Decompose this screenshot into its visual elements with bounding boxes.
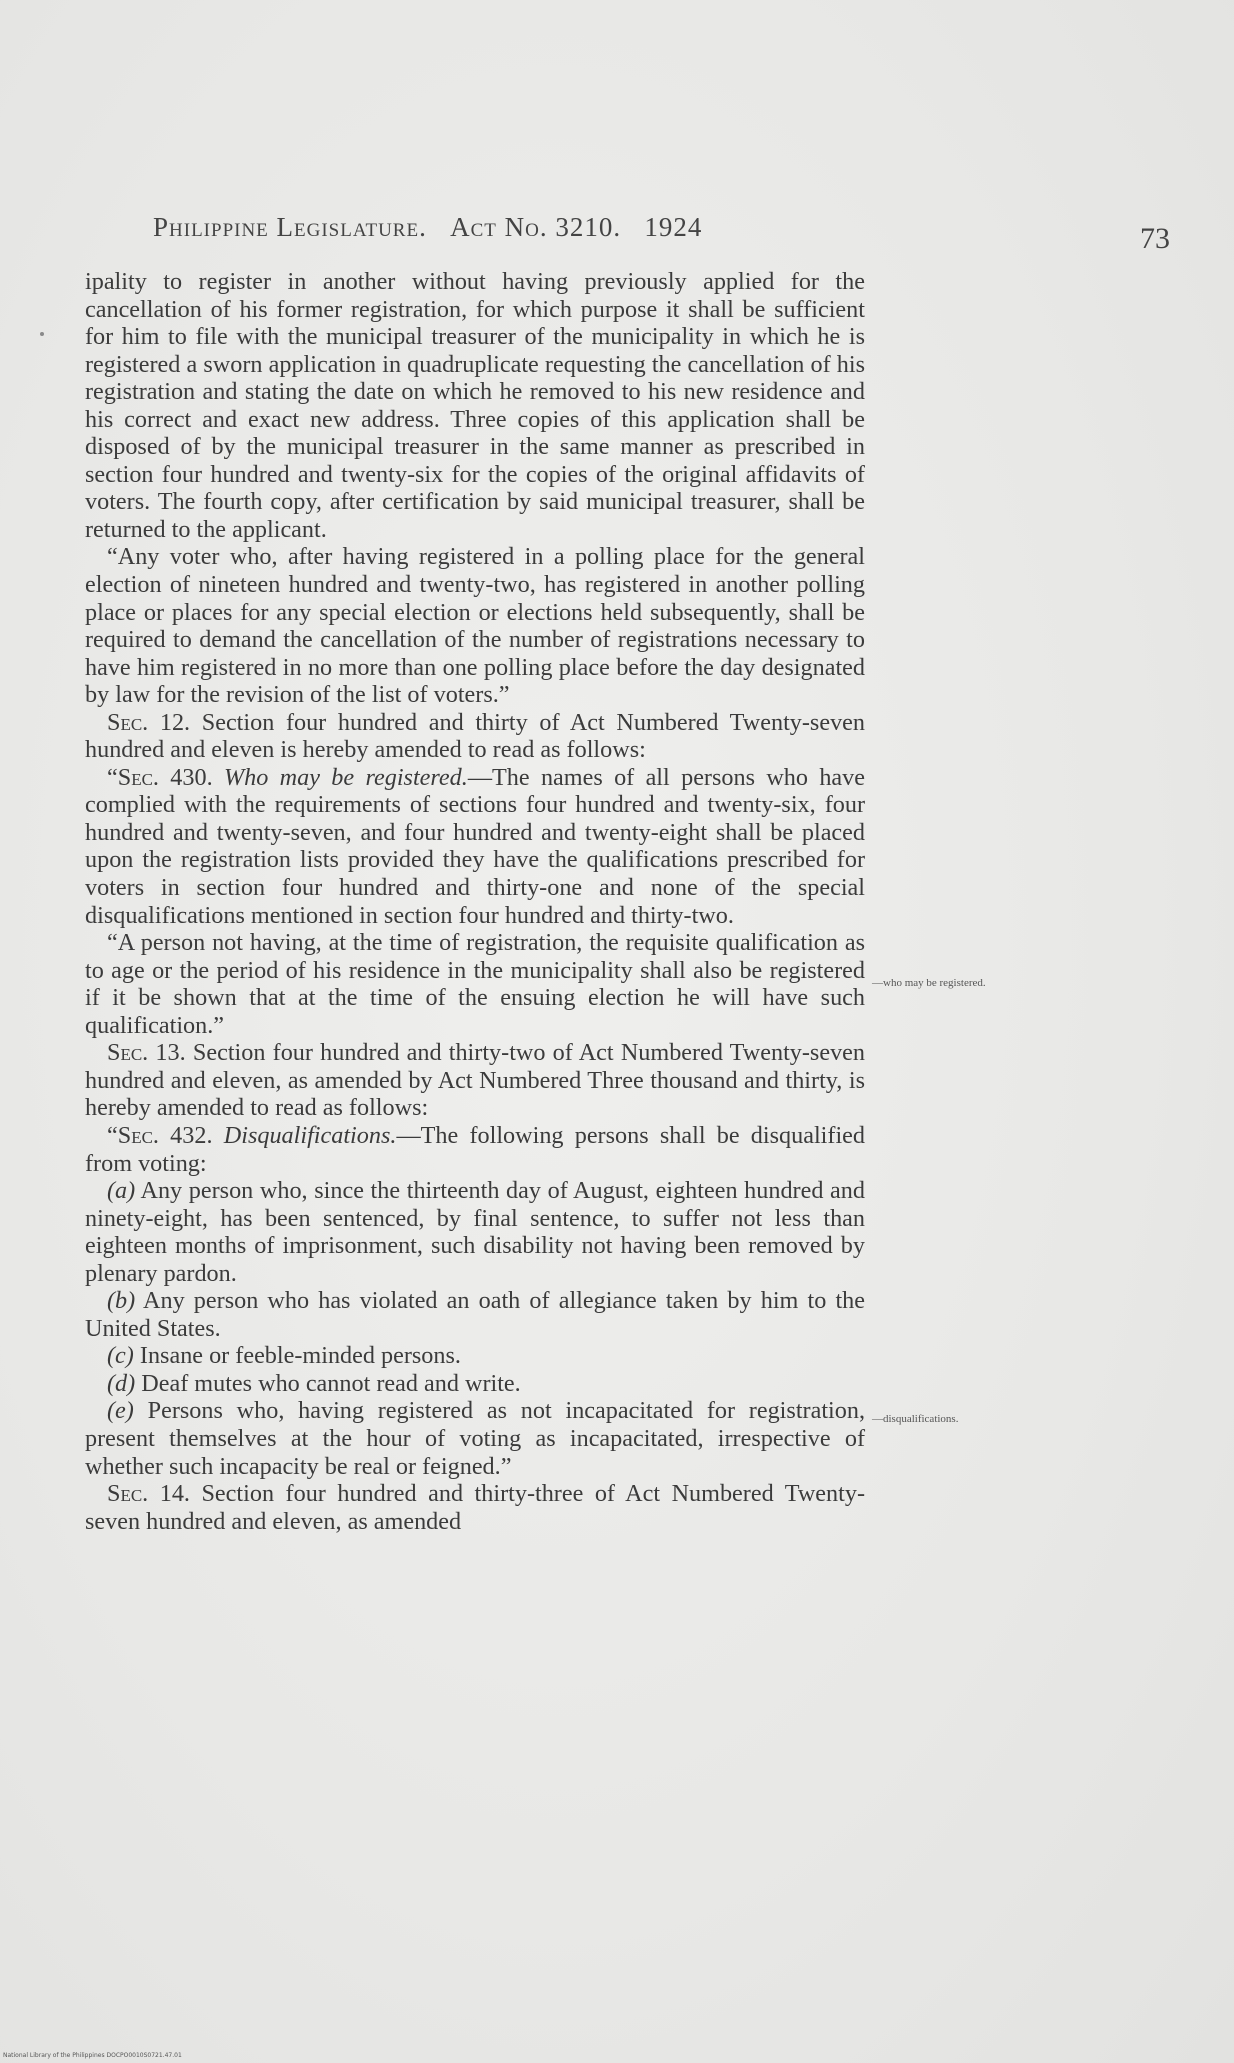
list-item-d (85, 1370, 865, 1398)
section-label: Sec. 12. (107, 708, 191, 736)
section-text: —The following persons shall be disqualified from voting: (85, 1121, 866, 1177)
list-item-b (85, 1287, 865, 1342)
list-text: Insane or feeble-minded persons. (139, 1342, 461, 1370)
list-label: (a) (107, 1177, 136, 1205)
paragraph-sec-432 (85, 1122, 865, 1177)
list-label: (e) (107, 1397, 134, 1425)
list-text: Persons who, having registered as not incapacitated for registration, present themselves at the hour of voting as incapacitated, irrespective of whether such incapacity be real or feigned.” (85, 1397, 866, 1480)
section-title: Who may be registered. (223, 763, 468, 791)
section-text: —The names of all persons who have complied with the requirements of sections four hundred and twenty-six, four hundred and twenty-seven, and four hundred and twenty-eight shall be placed upon the registration lists provided they have the qualifications prescribed for voters in section four hundred and thirty-one and none of the special disqualifications mentioned in section four hundred and thirty-two. (85, 763, 865, 929)
paragraph-sec-13 (85, 1039, 865, 1122)
section-label: “Sec. 432. (107, 1121, 213, 1149)
margin-note-who-may-be-registered: —who may be registered. (872, 977, 986, 989)
section-text: Section four hundred and thirty-three of Act Numbered Twenty-seven hundred and eleven, as amended (85, 1480, 865, 1535)
section-text: Section four hundred and thirty of Act Numbered Twenty-seven hundred and eleven is hereby amended to read as follows: (85, 708, 866, 764)
list-label: (c) (107, 1342, 134, 1370)
paragraph-continuation: ipality to register in another without having previously applied for the cancellation of his former registration, for which purpose it shall be sufficient for him to file with the municipal treasurer of the municipality in which he is registered a sworn application in quadruplicate requesting the cancellation of his registration and stating the date on which he removed to his new residence and his correct and exact new address. Three copies of this application shall be disposed of by the municipal treasurer in the same manner as prescribed in section four hundred and twenty-six for the copies of the original affidavits of voters. The fourth copy, after certification by said municipal treasurer, shall be returned to the applicant. (85, 268, 865, 543)
section-label: Sec. 14. (107, 1480, 190, 1508)
paragraph-age-qualification: “A person not having, at the time of registration, the requisite qualification as to age or the period of his residence in the municipality shall also be registered if it be shown that at the time of the ensuing election he will have such qualification.” (85, 929, 865, 1039)
section-title: Disqualifications. (223, 1121, 397, 1149)
running-head (153, 212, 702, 243)
margin-note-disqualifications: —disqualifications. (872, 1413, 959, 1425)
paragraph-sec-14 (85, 1480, 865, 1535)
list-text: Deaf mutes who cannot read and write. (141, 1369, 521, 1397)
running-head-act: Act No. 3210. (450, 212, 622, 242)
section-text: Section four hundred and thirty-two of Act Numbered Twenty-seven hundred and eleven, as amended by Act Numbered Three thousand and thirty, is hereby amended to read as follows: (85, 1039, 866, 1122)
body-text (85, 268, 865, 1535)
scan-speck (40, 332, 44, 336)
list-text: Any person who has violated an oath of allegiance taken by him to the United States. (85, 1287, 865, 1342)
footer-credit: National Library of the Philippines DOCPO0010S0721.47.01 (3, 2052, 182, 2059)
running-head-year: 1924 (644, 212, 703, 242)
section-label: Sec. 13. (107, 1039, 186, 1067)
list-text: Any person who, since the thirteenth day of August, eighteen hundred and ninety-eight, has been sentenced, by final sentence, to suffer not less than eighteen months of imprisonment, such disability not having been removed by plenary pardon. (85, 1177, 865, 1287)
paragraph-sec-12 (85, 709, 865, 764)
list-label: (b) (107, 1287, 136, 1315)
page-number: 73 (1140, 222, 1170, 255)
running-head-legislature: Philippine Legislature. (153, 212, 427, 242)
paragraph-sec-430 (85, 764, 865, 929)
list-item-c (85, 1342, 865, 1370)
section-label: “Sec. 430. (107, 763, 213, 791)
list-label: (d) (107, 1369, 136, 1397)
list-item-a (85, 1177, 865, 1287)
list-item-e (85, 1397, 865, 1480)
paragraph-voter-registration: “Any voter who, after having registered in a polling place for the general election of nineteen hundred and twenty-two, has registered in another polling place or places for any special election or elections held subsequently, shall be required to demand the cancellation of the number of registrations necessary to have him registered in no more than one polling place before the day designated by law for the revision of the list of voters.” (85, 543, 865, 709)
